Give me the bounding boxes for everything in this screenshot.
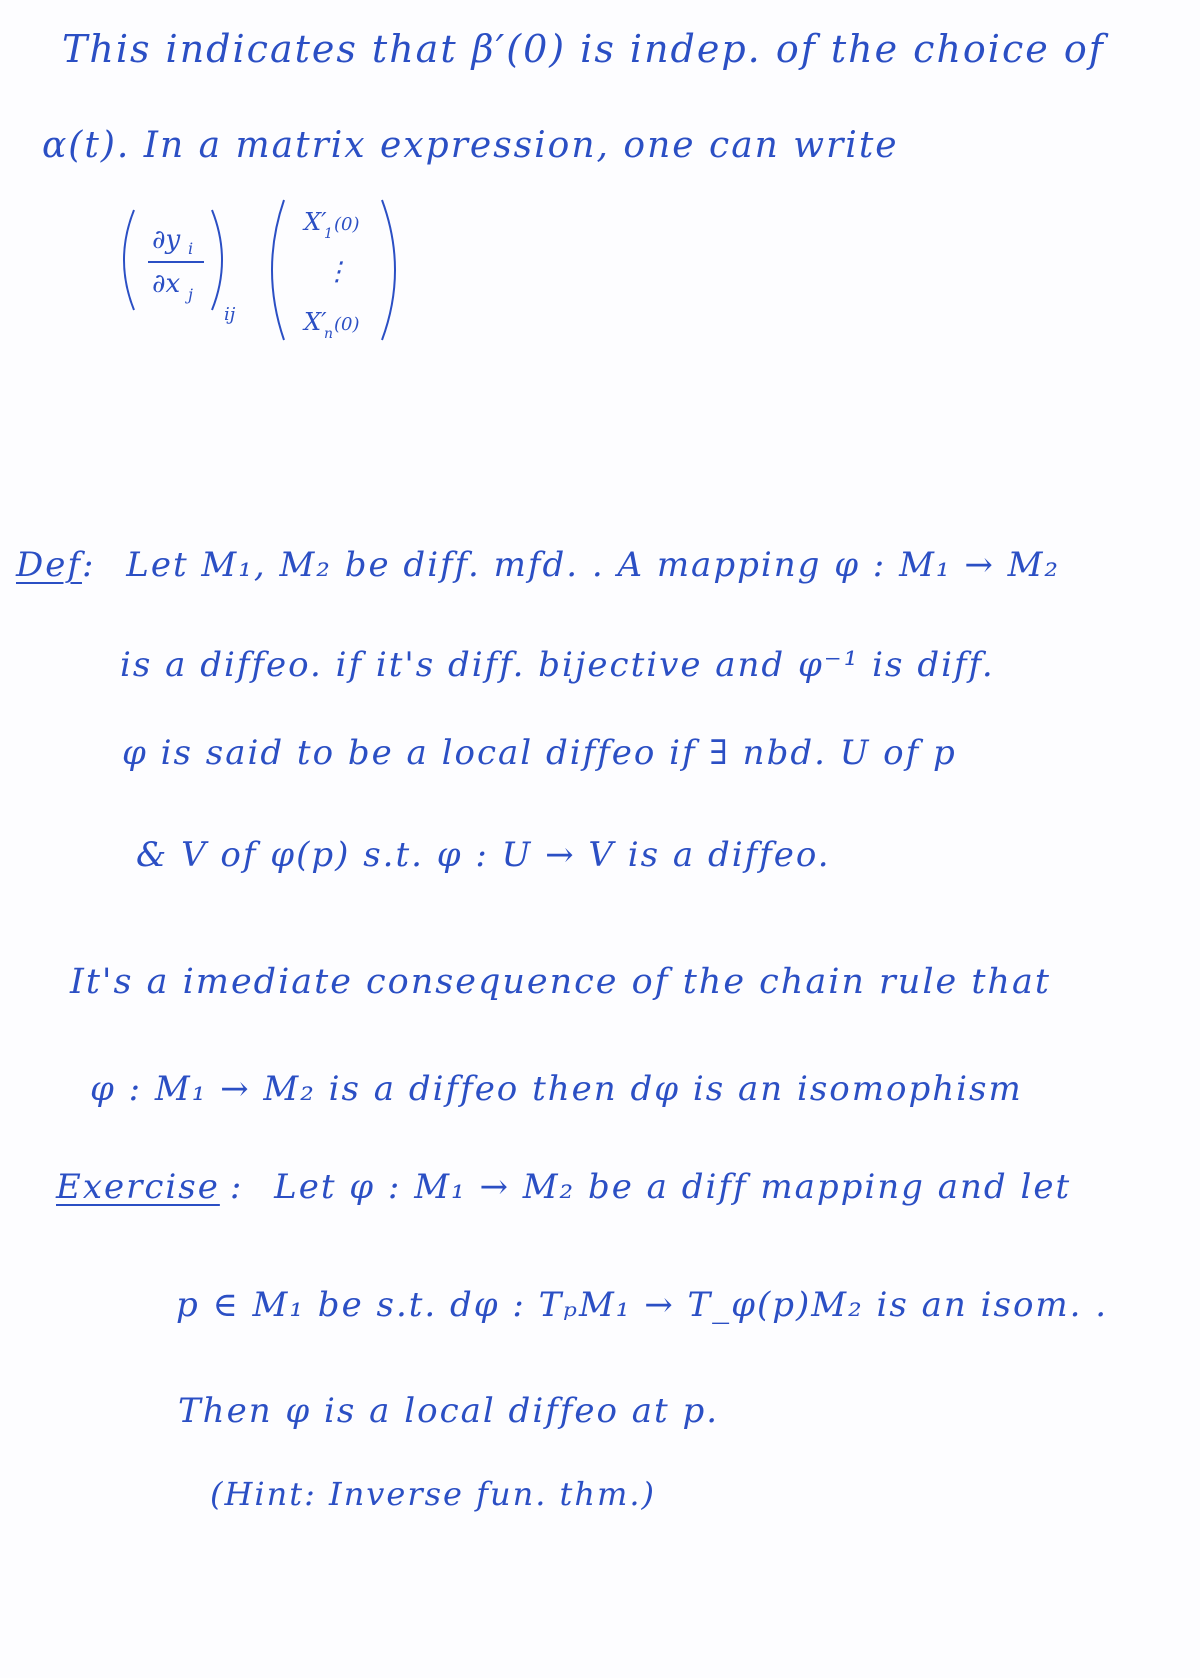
vector-top-arg: (0) [334, 214, 360, 235]
exercise-label: Exercise [56, 1167, 220, 1207]
text-line-2: α(t). In a matrix expression, one can write [42, 125, 899, 166]
vector-bottom-sub: n [324, 326, 334, 342]
definition-text-1: Let M₁, M₂ be diff. mfd. . A mapping φ : M₁ → M₂ [126, 545, 1061, 585]
definition-line-4: & V of φ(p) s.t. φ : U → V is a diffeo. [136, 835, 831, 875]
matrix-numerator-sub: i [188, 239, 194, 258]
matrix-denominator: ∂x [152, 269, 181, 299]
vector-paren-open [272, 200, 284, 340]
matrix-numerator: ∂y [152, 225, 181, 255]
vector-top-sub: 1 [324, 226, 333, 242]
left-paren-close [212, 210, 222, 310]
matrix-outer-sub: ij [224, 304, 236, 325]
definition-label: Def [16, 545, 82, 585]
exercise-line-3: Then φ is a local diffeo at p. [178, 1391, 720, 1431]
definition-colon: : [81, 545, 96, 585]
vector-bottom-arg: (0) [334, 314, 360, 335]
text-line-1: This indicates that β′(0) is indep. of the choice of [62, 27, 1105, 71]
definition-line-2: is a diffeo. if it's diff. bijective and φ⁻¹ is diff. [120, 645, 995, 685]
left-paren-open [124, 210, 134, 310]
definition-line-1 [16, 545, 1061, 585]
hint-line: (Hint: Inverse fun. thm.) [210, 1475, 657, 1513]
jacobian-matrix-expression [112, 200, 432, 350]
vector-ellipsis: ⋮ [324, 257, 350, 287]
vector-paren-close [382, 200, 395, 340]
exercise-line-2: p ∈ M₁ be s.t. dφ : TₚM₁ → T_φ(p)M₂ is an isom. . [176, 1285, 1109, 1325]
exercise-line-1 [56, 1167, 1072, 1207]
consequence-line-2: φ : M₁ → M₂ is a diffeo then dφ is an isomophism [90, 1069, 1023, 1109]
exercise-colon: : [229, 1167, 244, 1207]
definition-line-3: φ is said to be a local diffeo if ∃ nbd. U of p [122, 733, 957, 773]
vector-bottom-entry: X′ [304, 308, 327, 336]
exercise-text-1: Let φ : M₁ → M₂ be a diff mapping and let [274, 1167, 1072, 1207]
vector-top-entry: X′ [304, 208, 327, 236]
consequence-line-1: It's a imediate consequence of the chain rule that [70, 962, 1051, 1002]
matrix-denominator-sub: j [188, 285, 193, 304]
